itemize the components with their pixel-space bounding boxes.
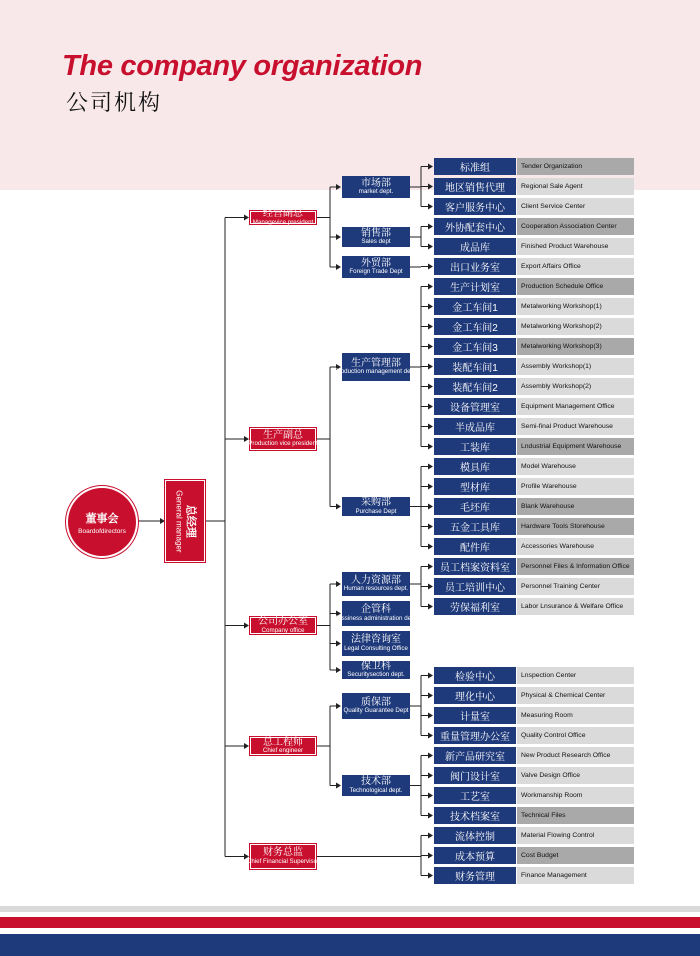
level1-label-en: Chief engineer: [262, 747, 304, 754]
level2-label-en: Bussiness administration dept.: [334, 614, 418, 622]
leaf-item-cn: 重量管理办公室: [434, 727, 516, 744]
level2-legal-consulting-office: [342, 631, 410, 656]
level2-label-cn: 采购部: [361, 497, 391, 508]
level1-label-en: Production vice president: [248, 440, 318, 447]
level1-label-cn: 总工程师: [263, 736, 303, 748]
leaf-item-en: Regional Sale Agent: [517, 178, 634, 195]
leaf-item-en: Client Service Center: [517, 198, 634, 215]
leaf-item-cn: 模具库: [434, 458, 516, 475]
level2-market-dept: [342, 176, 410, 198]
leaf-item-en: Lnspection Center: [517, 667, 634, 684]
leaf-item-en: Material Flowing Control: [517, 827, 634, 844]
leaf-item-en: Valve Design Office: [517, 767, 634, 784]
leaf-item-en: New Product Research Office: [517, 747, 634, 764]
footer-stripe-gray: [0, 906, 700, 912]
leaf-item-en: Physical & Chemical Center: [517, 687, 634, 704]
leaf-item-en: Personnel Files & Information Office: [517, 558, 634, 575]
leaf-item-cn: 出口业务室: [434, 258, 516, 275]
leaf-item-en: Finance Management: [517, 867, 634, 884]
level2-label-cn: 销售部: [361, 227, 391, 239]
leaf-item-cn: 成品库: [434, 238, 516, 255]
level2-label-cn: 生产管理部: [351, 357, 401, 369]
level1-company-office: [250, 617, 316, 634]
leaf-item-cn: 标准组: [434, 158, 516, 175]
level2-security-section-dept: [342, 661, 410, 679]
leaf-item-cn: 设备管理室: [434, 398, 516, 415]
leaf-item-cn: 流体控制: [434, 827, 516, 844]
leaf-item-cn: 计量室: [434, 707, 516, 724]
level2-label-en: Technological dept.: [349, 786, 403, 794]
leaf-item-cn: 型材库: [434, 478, 516, 495]
footer-stripe-navy: [0, 934, 700, 956]
leaf-item-cn: 地区销售代理: [434, 178, 516, 195]
leaf-item-cn: 劳保福利室: [434, 598, 516, 615]
leaf-item-cn: 金工车间1: [434, 298, 516, 315]
level2-label-en: Purchase Dept: [355, 507, 397, 515]
leaf-item-en: Assembly Workshop(2): [517, 378, 634, 395]
leaf-item-cn: 配件库: [434, 538, 516, 555]
leaf-item-en: Semi-final Product Warehouse: [517, 418, 634, 435]
leaf-item-cn: 客户服务中心: [434, 198, 516, 215]
leaf-item-cn: 检验中心: [434, 667, 516, 684]
level2-label-en: Human resources dept.: [343, 585, 409, 592]
level2-technological-dept: [342, 775, 410, 796]
level2-label-en: Securitysection dept.: [347, 671, 405, 678]
level1-chief-engineer: [250, 737, 316, 755]
level2-human-resources-dept: [342, 572, 410, 596]
level1-label-cn: 财务总监: [263, 847, 303, 858]
level2-label-cn: 技术部: [361, 776, 391, 787]
level2-label-cn: 人力资源部: [351, 574, 401, 586]
leaf-item-cn: 生产计划室: [434, 278, 516, 295]
level2-quality-guarantee-dept: [342, 693, 410, 719]
footer-stripe-red: [0, 917, 700, 928]
leaf-item-cn: 理化中心: [434, 687, 516, 704]
leaf-item-cn: 装配车间2: [434, 378, 516, 395]
level1-label-cn: 公司办公室: [258, 616, 308, 627]
leaf-item-en: Equipment Management Office: [517, 398, 634, 415]
leaf-item-en: Metalworking Workshop(2): [517, 318, 634, 335]
leaf-item-en: Personnel Training Center: [517, 578, 634, 595]
level2-label-en: Production management dept.: [334, 368, 418, 375]
level2-production-management-dept: [334, 353, 418, 381]
leaf-item-en: Accessories Warehouse: [517, 538, 634, 555]
level1-label-cn: 生产副总: [263, 429, 303, 441]
board-label-cn: 董事会: [85, 512, 119, 525]
leaf-item-cn: 装配车间1: [434, 358, 516, 375]
level1-manage-vice-president: [250, 208, 316, 226]
leaf-item-cn: 五金工具库: [434, 518, 516, 535]
leaf-item-cn: 技术档案室: [434, 807, 516, 824]
board-label-en: Boardofdirectors: [78, 527, 126, 535]
level2-label-cn: 外贸部: [361, 257, 391, 269]
level2-label-cn: 企管科: [361, 604, 391, 615]
level2-purchase-dept: [342, 497, 410, 516]
level1-chief-financial-supervisor: [246, 844, 320, 869]
level2-label-cn: 市场部: [361, 177, 391, 189]
level1-label-en: Managevice president: [252, 218, 314, 226]
leaf-item-cn: 员工档案资料室: [434, 558, 516, 575]
leaf-item-cn: 金工车间3: [434, 338, 516, 355]
leaf-item-en: Assembly Workshop(1): [517, 358, 634, 375]
leaf-item-cn: 外协配套中心: [434, 218, 516, 235]
leaf-item-en: Lndustrial Equipment Warehouse: [517, 438, 634, 455]
leaf-item-en: Labor Lnsurance & Welfare Office: [517, 598, 634, 615]
leaf-item-cn: 员工培训中心: [434, 578, 516, 595]
level2-sales-dept: [342, 227, 410, 247]
level1-label-en: Company office: [261, 626, 305, 634]
leaf-item-en: Production Schedule Office: [517, 278, 634, 295]
gm-label-cn: 总经理: [184, 504, 197, 538]
leaf-item-cn: 新产品研究室: [434, 747, 516, 764]
leaf-item-cn: 毛坯库: [434, 498, 516, 515]
level2-label-cn: 法律咨询室: [351, 634, 401, 645]
board-of-directors-node: [68, 488, 136, 556]
level2-label-en: Legal Consulting Office: [344, 644, 408, 652]
leaf-item-en: Metalworking Workshop(1): [517, 298, 634, 315]
leaf-item-cn: 财务管理: [434, 867, 516, 884]
gm-label-en: General manager: [174, 489, 184, 553]
leaf-item-cn: 工艺室: [434, 787, 516, 804]
level2-label-en: market dept.: [358, 188, 394, 195]
level2-label-en: Foreign Trade Dept: [349, 268, 403, 275]
page-title: The company organization: [62, 50, 423, 82]
leaf-item-en: Model Warehouse: [517, 458, 634, 475]
level2-label-cn: 质保部: [361, 696, 391, 708]
leaf-item-cn: 金工车间2: [434, 318, 516, 335]
level2-business-administration-dept: [334, 601, 418, 626]
leaf-item-cn: 成本预算: [434, 847, 516, 864]
leaf-item-cn: 半成品库: [434, 418, 516, 435]
level1-production-vice-president: [250, 428, 316, 450]
page-subtitle: 公司机构: [66, 90, 163, 115]
leaf-item-en: Profile Warehouse: [517, 478, 634, 495]
level2-label-en: Sales dept: [361, 238, 391, 245]
leaf-item-en: Export Affairs Office: [517, 258, 634, 275]
leaf-item-en: Workmanship Room: [517, 787, 634, 804]
leaf-item-en: Quality Control Office: [517, 727, 634, 744]
level2-label-cn: 保卫科: [361, 660, 391, 672]
leaf-item-en: Measuring Room: [517, 707, 634, 724]
leaf-item-en: Hardware Tools Storehouse: [517, 518, 634, 535]
leaf-item-cn: 工装库: [434, 438, 516, 455]
leaf-item-en: Metalworking Workshop(3): [517, 338, 634, 355]
leaf-item-en: Technical Files: [517, 807, 634, 824]
leaf-item-cn: 阀门设计室: [434, 767, 516, 784]
level2-label-en: Quality Guarantee Dept: [343, 707, 409, 714]
general-manager-node: [166, 481, 204, 561]
level1-label-en: Chief Financial Supervisor: [246, 857, 320, 865]
leaf-item-en: Finished Product Warehouse: [517, 238, 634, 255]
leaf-item-en: Blank Warehouse: [517, 498, 634, 515]
level1-label-cn: 经营副总: [263, 208, 303, 219]
leaf-item-en: Tender Organization: [517, 158, 634, 175]
leaf-item-en: Cost Budget: [517, 847, 634, 864]
leaf-item-en: Cooperation Association Center: [517, 218, 634, 235]
level2-foreign-trade-dept: [342, 256, 410, 278]
